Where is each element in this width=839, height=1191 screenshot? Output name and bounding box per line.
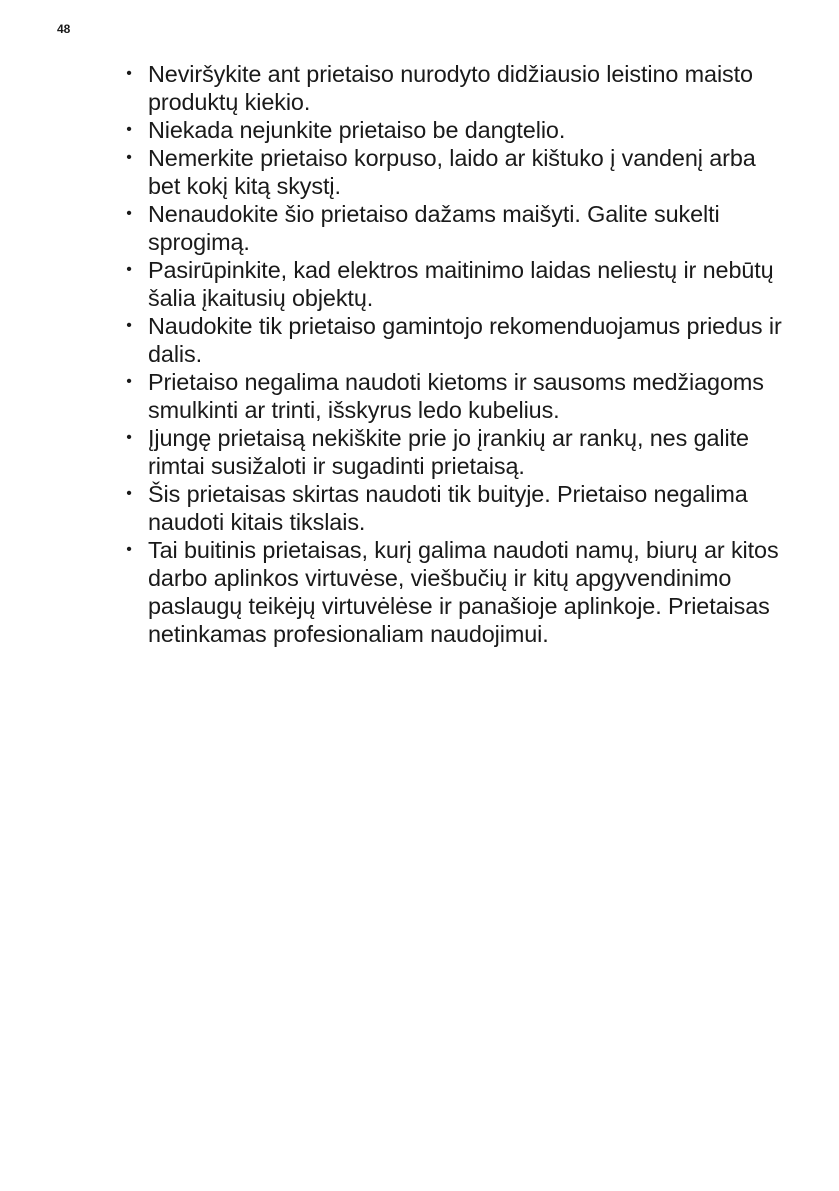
list-item: [0, 256, 788, 312]
bullet-icon: •: [126, 541, 132, 558]
list-item-text: Nenaudokite šio prietaiso dažams maišyti. Galite sukelti sprogimą.: [148, 201, 720, 255]
bullet-icon: •: [126, 373, 132, 390]
list-item-text: Nemerkite prietaiso korpuso, laido ar kištuko į vandenį arba bet kokį kitą skystį.: [148, 145, 756, 199]
list-item-text: Pasirūpinkite, kad elektros maitinimo laidas neliestų ir nebūtų šalia įkaitusių objektų.: [148, 257, 774, 311]
list-item: [0, 424, 788, 480]
list-item-text: Įjungę prietaisą nekiškite prie jo įrankių ar rankų, nes galite rimtai susižaloti ir sugadinti prietaisą.: [148, 425, 749, 479]
bullet-icon: •: [126, 429, 132, 446]
bullet-icon: •: [126, 317, 132, 334]
bullet-icon: •: [126, 121, 132, 138]
bullet-icon: •: [126, 261, 132, 278]
list-item: [0, 480, 788, 536]
list-item-text: Šis prietaisas skirtas naudoti tik buityje. Prietaiso negalima naudoti kitais tikslais.: [148, 481, 748, 535]
list-item-text: Niekada nejunkite prietaiso be dangtelio.: [148, 117, 566, 143]
bullet-icon: •: [126, 485, 132, 502]
bullet-icon: •: [126, 149, 132, 166]
list-item-text: Neviršykite ant prietaiso nurodyto didžiausio leistino maisto produktų kiekio.: [148, 61, 753, 115]
bullet-icon: •: [126, 65, 132, 82]
list-item: [0, 312, 788, 368]
list-item-text: Prietaiso negalima naudoti kietoms ir sausoms medžiagoms smulkinti ar trinti, išskyrus ledo kubelius.: [148, 369, 764, 423]
list-item: [0, 144, 788, 200]
safety-warning-list: [0, 60, 839, 648]
list-item-text: Naudokite tik prietaiso gamintojo rekomenduojamus priedus ir dalis.: [148, 313, 782, 367]
page-number: 48: [57, 22, 71, 36]
bullet-icon: •: [126, 205, 132, 222]
list-item-text: Tai buitinis prietaisas, kurį galima naudoti namų, biurų ar kitos darbo aplinkos virtuvėse, viešbučių ir kitų apgyvendinimo paslaugų teikėjų virtuvėlėse ir panašioje aplinkoje. Prietaisas netinkamas profesionaliam naudojimui.: [148, 537, 779, 647]
list-item: [0, 60, 788, 116]
list-item: [0, 116, 788, 144]
list-item: [0, 200, 788, 256]
list-item: [0, 368, 788, 424]
list-item: [0, 536, 788, 648]
